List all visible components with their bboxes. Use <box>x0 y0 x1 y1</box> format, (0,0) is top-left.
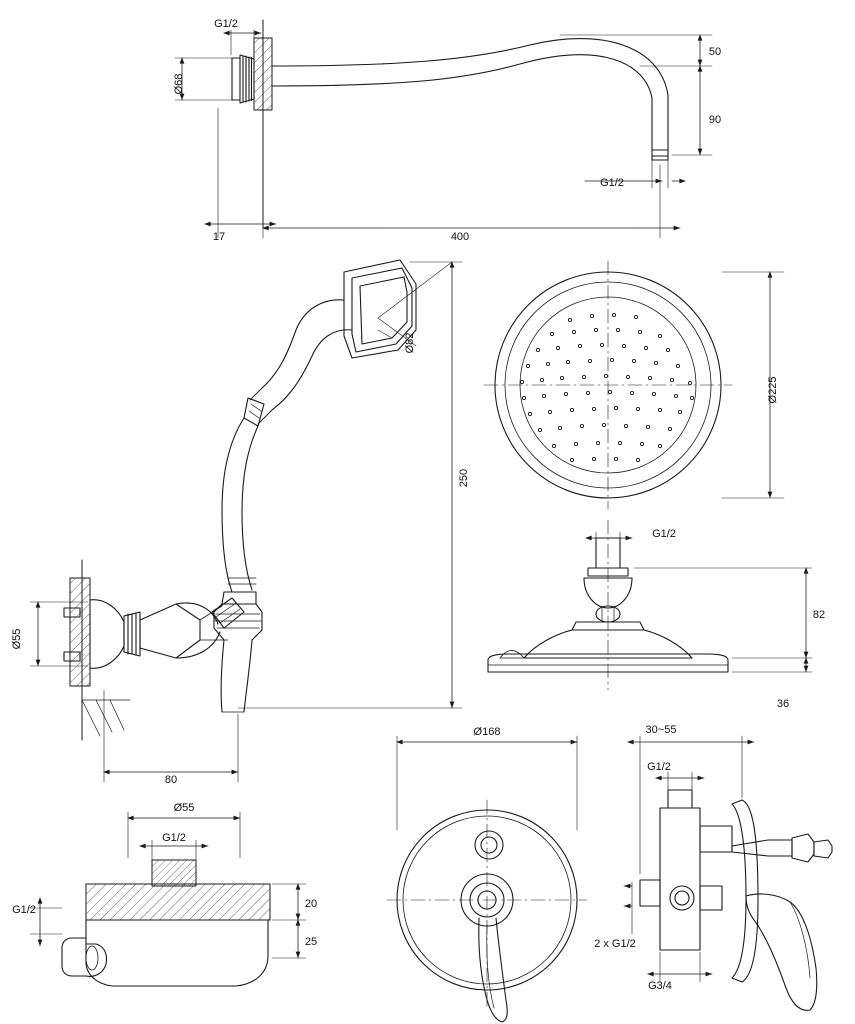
dim-arm-g12-top: G1/2 <box>214 18 238 30</box>
dim-arm-g12-out: G1/2 <box>600 177 624 189</box>
dim-over-82: 82 <box>812 609 826 621</box>
dim-hand-250: 250 <box>458 468 470 488</box>
dim-arm-400: 400 <box>450 231 470 243</box>
view-hand-shower <box>30 260 462 782</box>
dim-elbow-20: 20 <box>304 898 318 910</box>
dim-over-36: 36 <box>776 698 790 710</box>
dim-arm-90: 90 <box>708 114 722 126</box>
dim-mixer-2xg12: 2 x G1/2 <box>594 938 636 950</box>
dim-elbow-g12-top: G1/2 <box>162 832 186 844</box>
dim-mixer-3055: 30~55 <box>645 724 677 736</box>
view-shower-arm <box>175 20 712 238</box>
dim-elbow-g12-side: G1/2 <box>12 904 36 916</box>
dim-over-d225: Ø225 <box>767 376 779 404</box>
view-overhead-shower-face <box>484 261 784 509</box>
dim-mixer-g12: G1/2 <box>647 761 671 773</box>
dim-mixer-d168: Ø168 <box>473 726 501 738</box>
view-mixer-side <box>624 736 832 1010</box>
dim-hand-d82: Ø82 <box>404 332 416 354</box>
dim-arm-50: 50 <box>708 46 722 58</box>
dim-elbow-d55: Ø55 <box>173 802 195 814</box>
view-mixer-front <box>387 736 587 1022</box>
view-overhead-shower-side <box>488 520 812 690</box>
dim-hand-d55: Ø55 <box>11 628 23 650</box>
dim-mixer-g34: G3/4 <box>648 980 672 992</box>
dim-arm-17: 17 <box>212 231 226 243</box>
dim-arm-d68: Ø68 <box>173 73 185 95</box>
dim-hand-80: 80 <box>164 774 178 786</box>
dim-elbow-25: 25 <box>304 936 318 948</box>
dim-over-g12: G1/2 <box>652 528 676 540</box>
